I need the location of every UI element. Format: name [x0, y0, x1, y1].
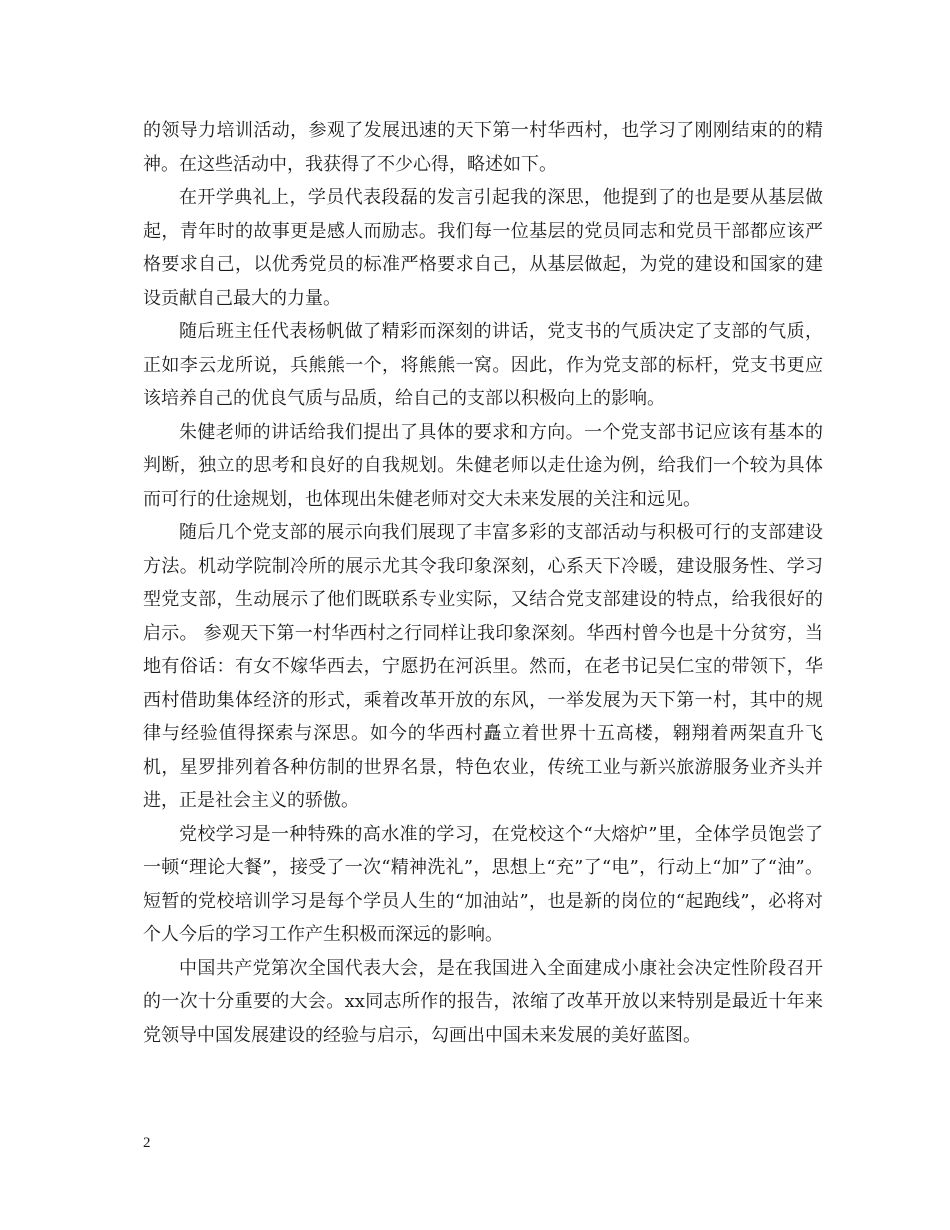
page-number: 2 [143, 1135, 151, 1151]
paragraph: 随后班主任代表杨帆做了精彩而深刻的讲话，党支书的气质决定了支部的气质，正如李云龙所说，兵熊熊一个，将熊熊一窝。因此，作为党支部的标杆，党支书更应该培养自己的优良气质与品质，给自己的支部以积极向上的影响。 [143, 321, 823, 409]
paragraph: 党校学习是一种特殊的高水准的学习，在党校这个“大熔炉”里，全体学员饱尝了一顿“理论大餐”，接受了一次“精神洗礼”，思想上“充”了“电”，行动上“加”了“油”。短暂的党校培训学习是每个学员人生的“加油站”，也是新的岗位的“起跑线”，必将对个人今后的学习工作产生积极而深远的影响。 [143, 823, 823, 945]
paragraph: 随后几个党支部的展示向我们展现了丰富多彩的支部活动与积极可行的支部建设方法。机动学院制冷所的展示尤其令我印象深刻，心系天下冷暖，建设服务性、学习型党支部，生动展示了他们既联系专业实际，又结合党支部建设的特点，给我很好的启示。 参观天下第一村华西村之行同样让我印象深刻。华西村曾今也是十分贫穷，当地有俗话：有女不嫁华西去，宁愿扔在河浜里。然而，在老书记吴仁宝的带领下，华西村借助集体经济的形式，乘着改革开放的东风，一举发展为天下第一村，其中的规律与经验值得探索与深思。如今的华西村矗立着世界十五高楼，翱翔着两架直升飞机，星罗排列着各种仿制的世界名景，特色农业，传统工业与新兴旅游服务业齐头并进，正是社会主义的骄傲。 [143, 522, 823, 811]
paragraph: 在开学典礼上，学员代表段磊的发言引起我的深思，他提到了的也是要从基层做起，青年时的故事更是感人而励志。我们每一位基层的党员同志和党员干部都应该严格要求自己，以优秀党员的标准严格要求自己，从基层做起，为党的建设和国家的建设贡献自己最大的力量。 [143, 187, 823, 309]
body-text [143, 114, 823, 1052]
paragraph: 朱健老师的讲话给我们提出了具体的要求和方向。一个党支部书记应该有基本的判断，独立的思考和良好的自我规划。朱健老师以走仕途为例，给我们一个较为具体而可行的仕途规划，也体现出朱健老师对交大未来发展的关注和远见。 [143, 421, 823, 510]
paragraph: 的领导力培训活动，参观了发展迅速的天下第一村华西村，也学习了刚刚结束的的精神。在这些活动中，我获得了不少心得，略述如下。 [143, 120, 823, 175]
paragraph: 中国共产党第次全国代表大会，是在我国进入全面建成小康社会决定性阶段召开的一次十分重要的大会。xx同志所作的报告，浓缩了改革开放以来特别是最近十年来党领导中国发展建设的经验与启示，勾画出中国未来发展的美好蓝图。 [143, 957, 823, 1046]
